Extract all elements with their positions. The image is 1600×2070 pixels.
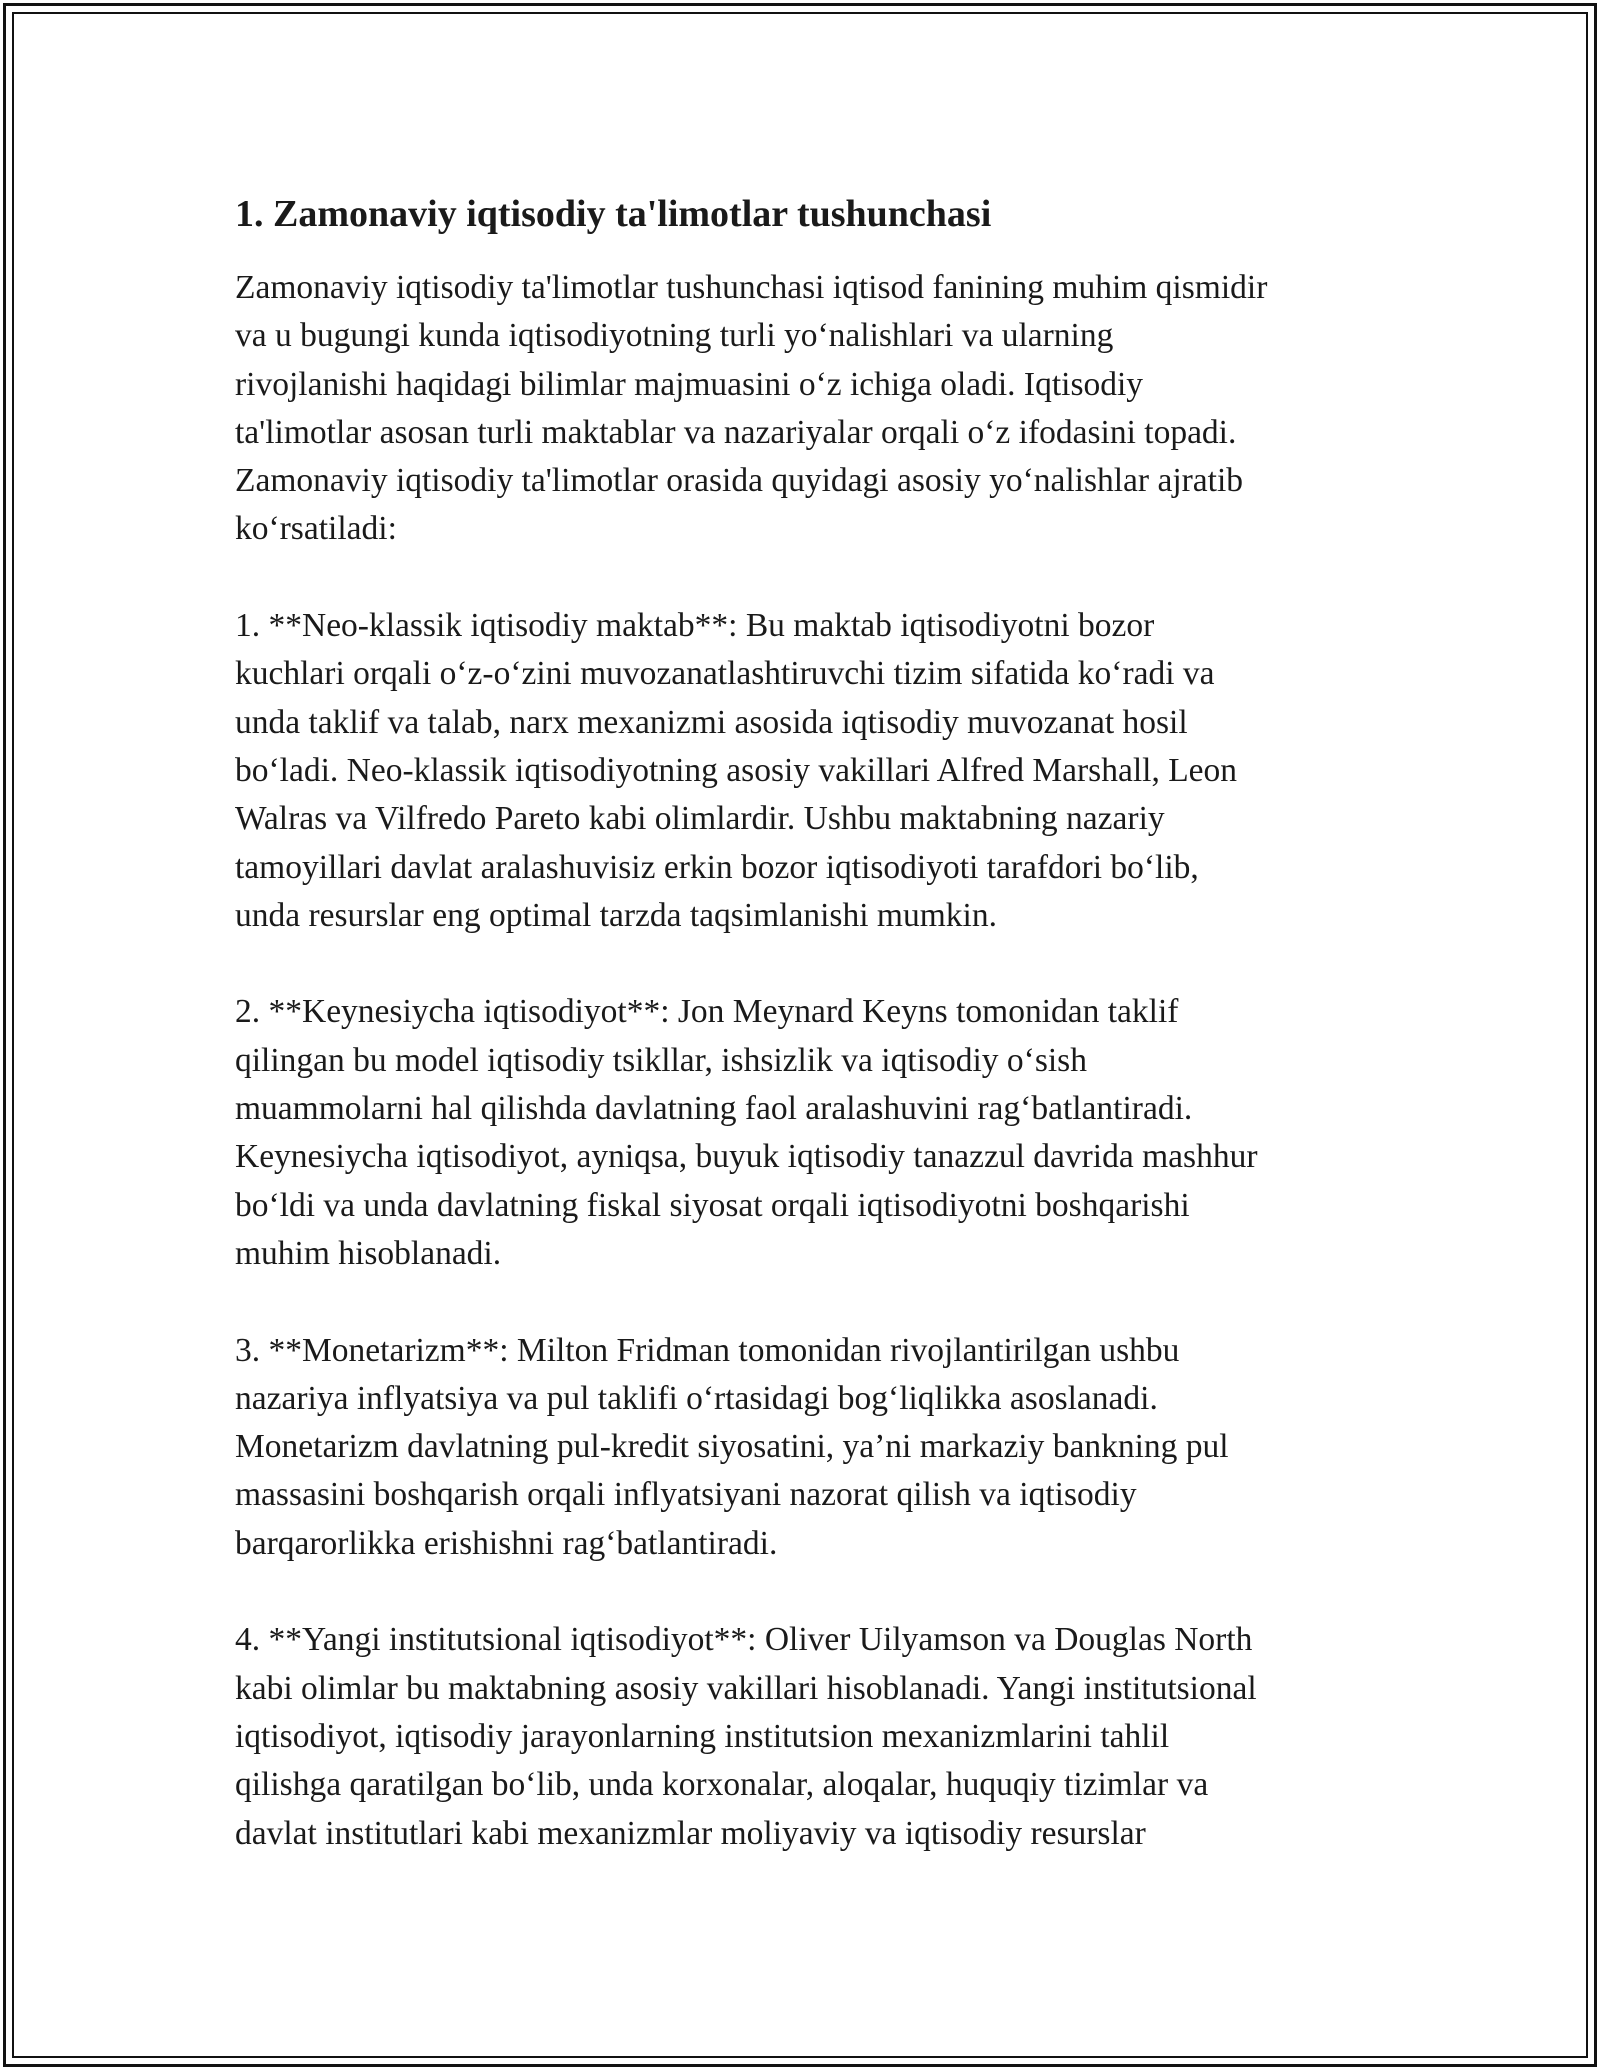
text-line: unda resurslar eng optimal tarzda taqsimlanishi mumkin.: [235, 896, 997, 934]
text-line: Zamonaviy iqtisodiy ta'limotlar orasida quyidagi asosiy yo‘nalishlar ajratib: [235, 462, 1244, 500]
text-line: ko‘rsatiladi:: [235, 510, 397, 548]
text-line: 2. **Keynesiycha iqtisodiyot**: Jon Meynard Keyns tomonidan taklif: [235, 993, 1179, 1031]
paragraph-intro: [235, 264, 1385, 554]
text-line: muammolarni hal qilishda davlatning faol aralashuvini rag‘batlantiradi.: [235, 1090, 1193, 1128]
document-body: [235, 186, 1385, 1858]
text-line: massasini boshqarish orqali inflyatsiyani nazorat qilish va iqtisodiy: [235, 1476, 1137, 1514]
text-line: Zamonaviy iqtisodiy ta'limotlar tushunchasi iqtisod fanining muhim qismidir: [235, 269, 1268, 306]
text-line: rivojlanishi haqidagi bilimlar majmuasini o‘z ichiga oladi. Iqtisodiy: [235, 365, 1144, 403]
text-line: 1. **Neo-klassik iqtisodiy maktab**: Bu maktab iqtisodiyotni bozor: [235, 607, 1155, 645]
text-line: 4. **Yangi institutsional iqtisodiyot**: Oliver Uilyamson va Douglas North: [235, 1621, 1253, 1659]
paragraph-monetarism: [235, 1327, 1385, 1568]
text-line: kuchlari orqali o‘z-o‘zini muvozanatlashtiruvchi tizim sifatida ko‘radi va: [235, 655, 1215, 693]
text-line: va u bugungi kunda iqtisodiyotning turli yo‘nalishlari va ularning: [235, 317, 1114, 355]
text-line: Keynesiycha iqtisodiyot, ayniqsa, buyuk iqtisodiy tanazzul davrida mashhur: [235, 1138, 1258, 1176]
text-line: unda taklif va talab, narx mexanizmi asosida iqtisodiy muvozanat hosil: [235, 703, 1188, 741]
text-line: qilingan bu model iqtisodiy tsikllar, ishsizlik va iqtisodiy o‘sish: [235, 1041, 1087, 1079]
text-line: iqtisodiyot, iqtisodiy jarayonlarning institutsion mexanizmlarini tahlil: [235, 1717, 1170, 1755]
text-line: nazariya inflyatsiya va pul taklifi o‘rtasidagi bog‘liqlikka asoslanadi.: [235, 1379, 1158, 1417]
paragraph-new-institutional: [235, 1616, 1385, 1857]
text-line: muhim hisoblanadi.: [235, 1234, 502, 1272]
text-line: 3. **Monetarizm**: Milton Fridman tomonidan rivojlantirilgan ushbu: [235, 1331, 1180, 1369]
text-line: Walras va Vilfredo Pareto kabi olimlardir. Ushbu maktabning nazariy: [235, 800, 1165, 838]
page-title: 1. Zamonaviy iqtisodiy ta'limotlar tushunchasi: [235, 193, 992, 235]
text-line: qilishga qaratilgan bo‘lib, unda korxonalar, aloqalar, huquqiy tizimlar va: [235, 1766, 1209, 1804]
text-line: barqarorlikka erishishni rag‘batlantiradi.: [235, 1524, 778, 1562]
paragraph-neo-classical: [235, 602, 1385, 940]
paragraph-keynesian: [235, 988, 1385, 1278]
text-line: bo‘ldi va unda davlatning fiskal siyosat orqali iqtisodiyotni boshqarishi: [235, 1186, 1190, 1224]
text-line: tamoyillari davlat aralashuvisiz erkin bozor iqtisodiyoti tarafdori bo‘lib,: [235, 848, 1199, 886]
text-line: bo‘ladi. Neo-klassik iqtisodiyotning asosiy vakillari Alfred Marshall, Leon: [235, 751, 1238, 789]
text-line: kabi olimlar bu maktabning asosiy vakillari hisoblanadi. Yangi institutsional: [235, 1669, 1257, 1707]
text-line: ta'limotlar asosan turli maktablar va nazariyalar orqali o‘z ifodasini topadi.: [235, 413, 1237, 451]
text-line: davlat institutlari kabi mexanizmlar moliyaviy va iqtisodiy resurslar: [235, 1814, 1146, 1852]
text-line: Monetarizm davlatning pul-kredit siyosatini, ya’ni markaziy bankning pul: [235, 1428, 1229, 1466]
